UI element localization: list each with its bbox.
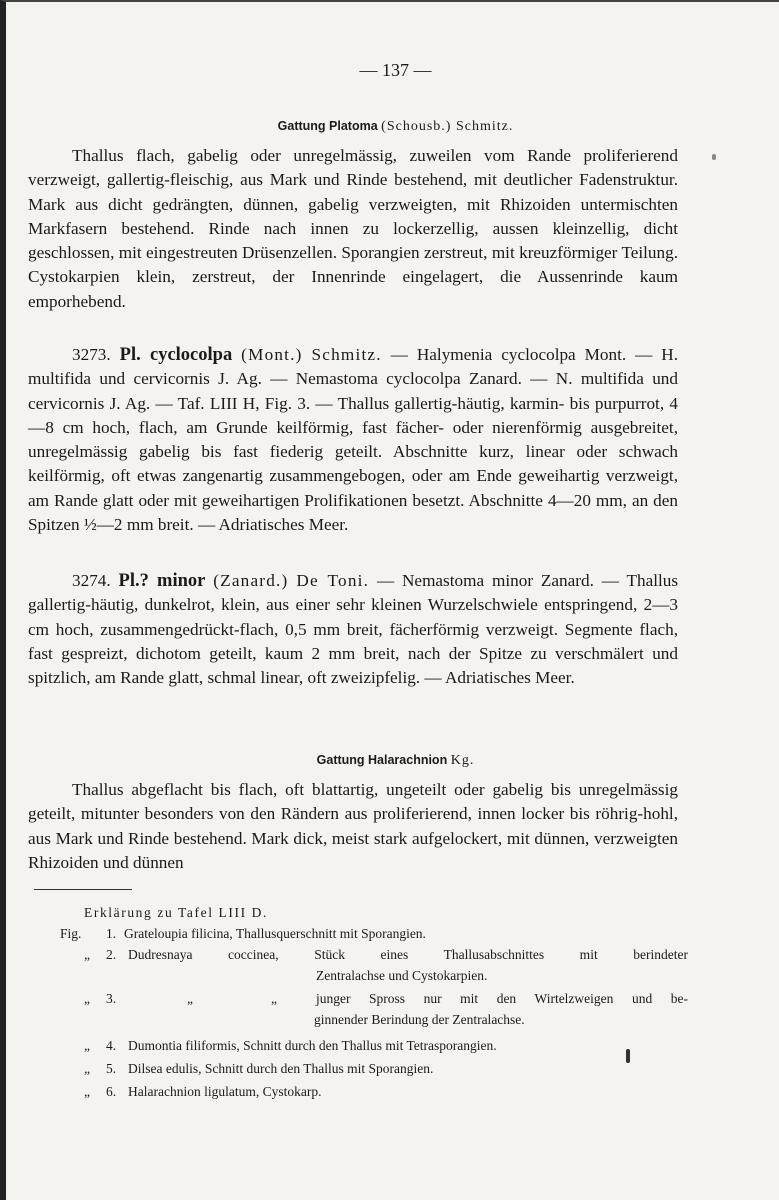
legend-text: Dumontia filiformis, Schnitt durch den Thallus mit Tetrasporangien. bbox=[128, 1038, 497, 1053]
species-number: 3273. bbox=[72, 345, 111, 364]
species-paragraph bbox=[28, 569, 678, 690]
paragraph: Thallus abgeflacht bis flach, oft blattartig, ungeteilt oder gabelig bis unregelmässig geteilt, mitunter besonders von den Rändern aus proliferierend, innen locker bis röhrig-hohl, aus Mark und Rinde bestehend. Mark dick, meist stark aufgelockert, mit dünnen, verzweigten Rhizoiden und dünnen bbox=[28, 780, 678, 872]
legend-number: 2. bbox=[106, 947, 117, 962]
genus-heading-platoma bbox=[6, 119, 779, 135]
ditto-mark: „ bbox=[84, 1084, 90, 1099]
species-number: 3274. bbox=[72, 571, 111, 590]
genus-description-halarachnion bbox=[28, 778, 678, 875]
ditto-mark: „ bbox=[187, 991, 193, 1006]
ditto-mark: „ bbox=[84, 947, 90, 962]
legend-text: Grateloupia filicina, Thallusquerschnitt mit Sporangien. bbox=[124, 926, 426, 941]
legend-item bbox=[84, 1058, 688, 1079]
genus-name: Gattung Halarachnion bbox=[316, 753, 448, 767]
species-author: (Mont.) bbox=[241, 345, 303, 364]
genus-name: Gattung Platoma bbox=[277, 119, 378, 133]
legend-text: Halarachnion ligulatum, Cystokarp. bbox=[128, 1084, 322, 1099]
legend-number: 1. bbox=[106, 926, 117, 941]
species-text: — Nemastoma minor Zanard. — Thallus gallertig-häutig, dunkelrot, klein, aus einer sehr kleinen Wurzelschwiele entspringend, 2—3 cm hoch, zusammengedrückt-flach, 0,5 mm breit, fächerförmig verzweigt. Segmente flach, fast gespreizt, dichotom geteilt, kaum 2 mm breit, nach der Spitze zu verschmälert und spitzlich, am Rande glatt, schmal linear, oft zweizipfelig. — Adriatisches Meer. bbox=[28, 571, 679, 688]
legend-text: Dudresnaya coccinea, Stück eines Thallusabschnittes mit berindeter bbox=[128, 947, 688, 962]
legend-continuation: Zentralachse und Cystokarpien. bbox=[316, 968, 488, 983]
legend-title: Erklärung zu Tafel LIII D. bbox=[84, 905, 268, 920]
species-name: Pl. cyclocolpa bbox=[119, 345, 233, 365]
genus-authority: (Schousb.) Schmitz. bbox=[381, 119, 514, 134]
scan-speck bbox=[712, 154, 716, 160]
species-entry-3274 bbox=[28, 569, 678, 690]
legend-item bbox=[60, 923, 688, 944]
legend-number: 4. bbox=[106, 1038, 117, 1053]
legend-number: 3. bbox=[106, 991, 117, 1006]
legend-item bbox=[84, 988, 688, 1009]
legend-item bbox=[84, 1035, 688, 1056]
species-name: Pl.? minor bbox=[118, 571, 206, 591]
genus-description-platoma bbox=[28, 144, 678, 314]
page-number: — 137 — bbox=[359, 60, 432, 80]
ditto-mark: „ bbox=[84, 1061, 90, 1076]
species-author2: De Toni. bbox=[296, 571, 370, 590]
legend-continuation: ginnender Berindung der Zentralachse. bbox=[314, 1012, 525, 1027]
species-paragraph bbox=[28, 343, 678, 537]
ditto-mark: „ bbox=[84, 1038, 90, 1053]
legend-number: 5. bbox=[106, 1061, 117, 1076]
species-text: — Halymenia cyclocolpa Mont. — H. multifida und cervicornis J. Ag. — Nemastoma cyclocolpa Zanard. — N. multifida und cervicornis J. Ag. — Taf. LIII H, Fig. 3. — Thallus gallertig-häutig, karmin- bis purpurrot, 4—8 cm hoch, flach, am Grunde keilförmig, fast fächer- oder nierenförmig ausgebreitet, unregelmässig gabelig bis fast fiederig geteilt. Abschnitte kurz, linear oder schwach keilförmig, oft etwas zangenartig zusammengebogen, oder am Ende geweihartig verzweigt, am Rande glatt oder mit geweihartigen Prolifikationen besetzt. Abschnitte 4—20 mm, an den Spitzen ½—2 mm breit. — Adriatisches Meer. bbox=[28, 345, 679, 535]
legend-number: 6. bbox=[106, 1084, 117, 1099]
plate-legend bbox=[60, 902, 688, 1102]
paragraph: Thallus flach, gabelig oder unregelmässig, zuweilen vom Rande proliferierend verzweigt, gallertig-fleischig, aus Mark und Rinde bestehend, mit deutlicher Fadenstruktur. Mark aus dicht gedrängten, dünnen, gabelig verzweigten, mit Rhizoiden untermischten Markfasern bestehend. Rinde nach innen zu lockerzellig, aussen kleinzellig, dicht geschlossen, mit eingestreuten Drüsenzellen. Sporangien zerstreut, mit kreuzförmiger Teilung. Cystokarpien klein, zerstreut, der Innenrinde eingelagert, die Aussenrinde kaum emporhebend. bbox=[28, 146, 678, 311]
legend-text: Dilsea edulis, Schnitt durch den Thallus mit Sporangien. bbox=[128, 1061, 434, 1076]
ditto-mark: „ bbox=[271, 991, 277, 1006]
ditto-marks bbox=[128, 988, 316, 1009]
species-entry-3273 bbox=[28, 343, 678, 537]
legend-text: junger Spross nur mit den Wirtelzweigen und be- bbox=[316, 991, 688, 1006]
ditto-mark: „ bbox=[84, 991, 90, 1006]
genus-heading-halarachnion bbox=[6, 753, 779, 769]
scan-speck bbox=[626, 1049, 630, 1063]
species-author2: Schmitz. bbox=[311, 345, 382, 364]
genus-authority: Kg. bbox=[450, 753, 475, 768]
footnote-rule bbox=[34, 889, 132, 890]
fig-label: Fig. bbox=[60, 926, 82, 941]
legend-item bbox=[84, 944, 688, 965]
legend-item bbox=[84, 1081, 688, 1102]
species-author: (Zanard.) bbox=[213, 571, 289, 590]
